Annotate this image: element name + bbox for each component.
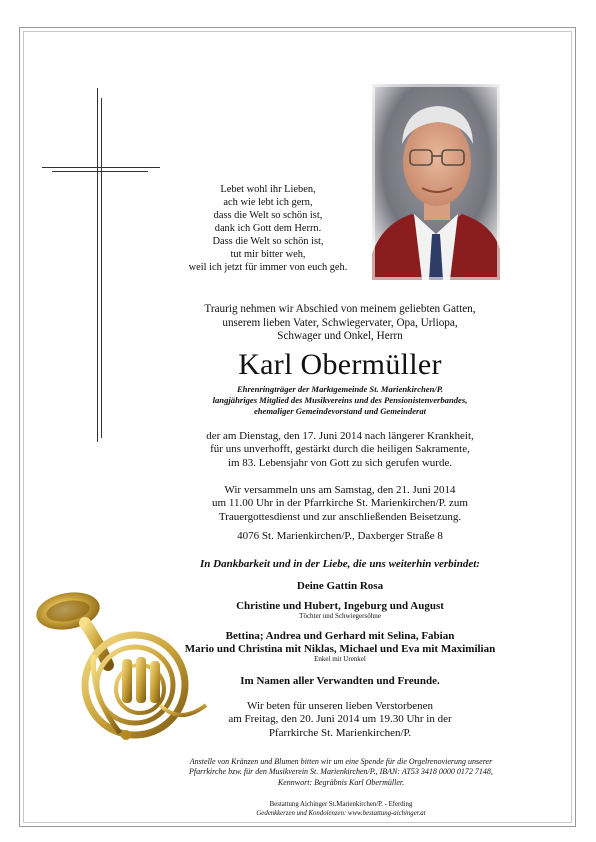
donation-notice [150,757,532,788]
poem [168,183,368,274]
footer [150,801,532,818]
intro-line: unserem lieben Vater, Schwiegervater, Opa, Urliopa, [222,316,458,329]
funeral-notice [150,484,530,524]
notice-line: Kennwort: Begräbnis Karl Obermüller. [277,777,405,787]
funeral-line: Wir versammeln uns am Samstag, den 21. Juni 2014 [224,484,456,496]
address: 4076 St. Marienkirchen/P., Daxberger Straße 8 [237,530,443,542]
death-line: für uns unverhofft, gestärkt durch die heiligen Sakramente, [210,443,470,456]
poem-line: weil ich jetzt für immer von euch geh. [188,262,348,273]
portrait-photo [372,84,500,280]
poem-line: dass die Welt so schön ist, [213,210,323,221]
prayer-line: Pfarrkirche St. Marienkirchen/P. [268,726,412,739]
notice-line: Anstelle von Kränzen und Blumen bitten wir um eine Spende für die Orgelrenovierung unserer [189,757,493,766]
intro-text [150,303,530,344]
honors-line: ehemaliger Gemeindevorstand und Gemeinderat [253,405,427,416]
poem-line: Dass die Welt so schön ist, [212,236,324,247]
poem-line: tut mir bitter weh, [230,249,306,260]
family-relatives: Im Namen aller Verwandten und Freunde. [240,675,440,687]
prayer-line: am Freitag, den 20. Juni 2014 um 19.30 Uhr in der [228,713,452,726]
thanks-heading: In Dankbarkeit und in der Liebe, die uns weiterhin verbindet: [200,558,480,570]
death-notice [150,430,530,470]
children-names: Christine und Hubert, Ingeburg und August [236,600,444,612]
grandchildren-line: Mario und Christina mit Niklas, Michael und Eva mit Maximilian [184,642,496,655]
children-caption: Töchter und Schwiegersöhne [299,612,381,620]
funeral-line: um 11.00 Uhr in der Pfarrkirche St. Marienkirchen/P. zum [212,497,468,510]
french-horn-icon [30,585,210,750]
grandchildren-caption: Enkel mit Urenkel [314,655,366,664]
honors [150,384,530,416]
family-widow: Deine Gattin Rosa [296,580,384,592]
intro-line: Traurig nehmen wir Abschied von meinem geliebten Gatten, [204,303,476,315]
poem-line: ach wie lebt ich gern, [223,197,313,208]
funeral-line: Trauergottesdienst und zur anschließenden Beisetzung. [218,510,462,523]
deceased-name: Karl Obermüller [238,348,442,381]
death-line: der am Dienstag, den 17. Juni 2014 nach längerer Krankheit, [206,430,474,442]
honors-line: Ehrenringträger der Marktgemeinde St. Marienkirchen/P. [236,384,444,394]
undertaker-line: Bestattung Aichinger St.Marienkirchen/P. - Eferding [269,801,413,808]
notice-line: Pfarrkirche bzw. für den Musikverein St. Marienkirchen/P., IBAN: AT53 3418 0000 0172 7148, [189,767,493,777]
poem-line: Lebet wohl ihr Lieben, [220,184,316,195]
grandchildren-line: Bettina; Andrea und Gerhard mit Selina, Fabian [225,630,455,642]
poem-line: dank ich Gott dem Herrn. [214,223,322,234]
honors-line: langjähriges Mitglied des Musikvereins und des Pensionistenverbandes, [212,394,468,405]
prayer-line: Wir beten für unseren lieben Verstorbenen [247,700,433,712]
intro-line: Schwager und Onkel, Herrn [277,330,403,343]
condolence-link-text: Gedenkkerzen und Kondolenzen: www.bestattung-aichinger.at [256,809,426,817]
death-line: im 83. Lebensjahr von Gott zu sich gerufen wurde. [227,456,453,469]
